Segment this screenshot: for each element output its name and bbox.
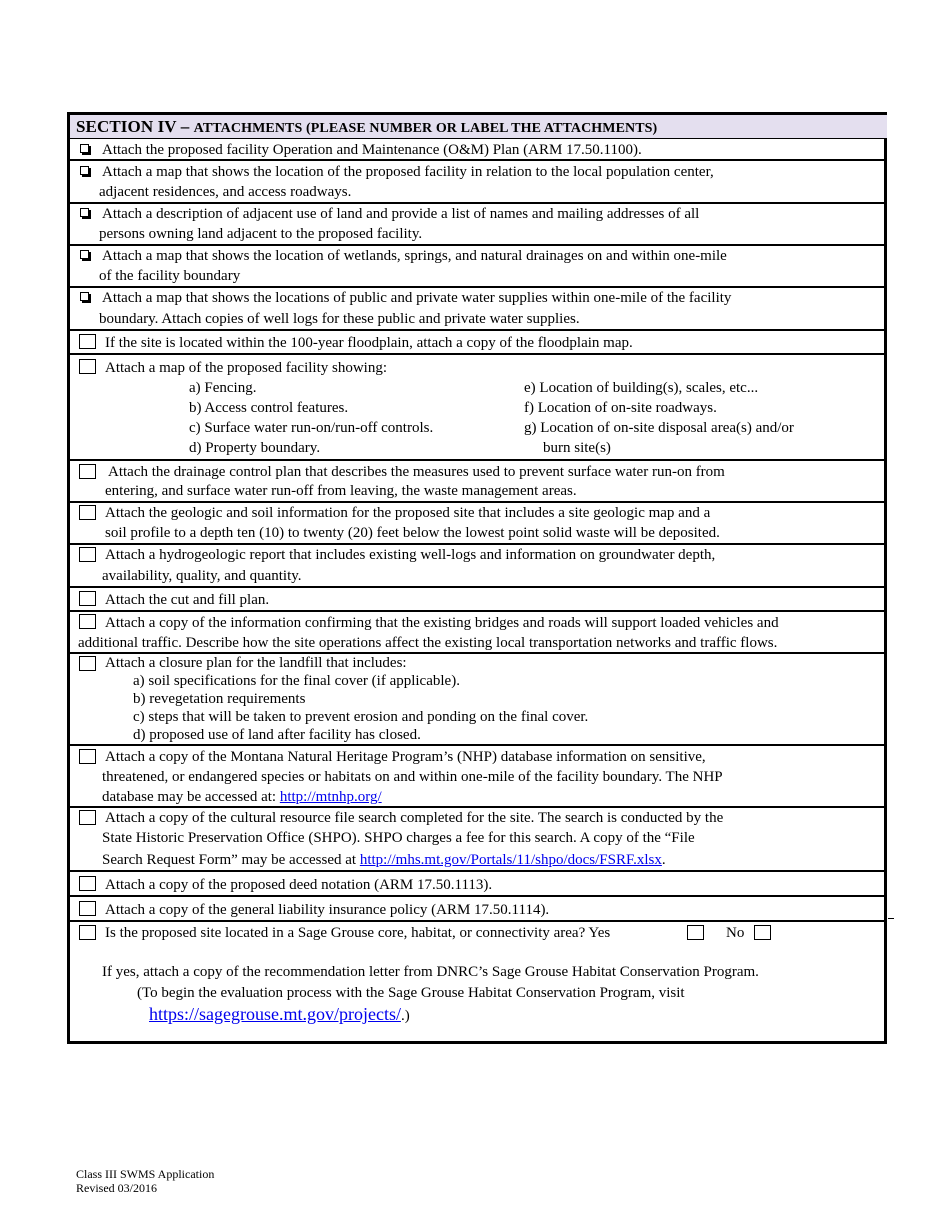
item-nhp-database-access: database may be accessed at: http://mtnhp.org/	[102, 789, 382, 805]
item-sage-grouse-letter: If yes, attach a copy of the recommendation letter from DNRC’s Sage Grouse Habitat Conservation Program.	[102, 964, 759, 980]
checkbox-adjacent-land[interactable]	[80, 208, 89, 217]
checkbox-cut-fill[interactable]	[79, 591, 96, 606]
item-sage-grouse-program: (To begin the evaluation process with the Sage Grouse Habitat Conservation Program, visit	[137, 985, 685, 1001]
row-divider	[70, 895, 887, 897]
item-closure-plan: Attach a closure plan for the landfill that includes:	[105, 655, 407, 671]
facility-map-access-control: b) Access control features.	[189, 400, 349, 416]
checkbox-population-map[interactable]	[80, 166, 89, 175]
facility-map-property-boundary: d) Property boundary.	[189, 440, 321, 456]
item-sage-grouse-visit: https://sagegrouse.mt.gov/projects/.)	[149, 1004, 410, 1024]
item-liability-insurance: Attach a copy of the general liability insurance policy (ARM 17.50.1114).	[105, 902, 550, 918]
facility-map-fencing: a) Fencing.	[189, 380, 257, 396]
item-geologic-info-cont: soil profile to a depth ten (10) to twenty (20) feet below the lowest point solid waste will be deposited.	[105, 525, 720, 541]
label-sage-grouse-no: No	[726, 925, 745, 941]
nhp-link[interactable]: http://mtnhp.org/	[279, 789, 382, 805]
facility-map-roadways: f) Location of on-site roadways.	[524, 400, 717, 416]
closure-land-use: d) proposed use of land after facility has closed.	[133, 727, 421, 743]
checkbox-drainage-plan[interactable]	[79, 464, 96, 479]
item-deed-notation: Attach a copy of the proposed deed notation (ARM 17.50.1113).	[105, 877, 493, 893]
item-cultural-resource: Attach a copy of the cultural resource file search completed for the site. The search is conducted by the	[105, 810, 724, 826]
footer-revision: Revised 03/2016	[76, 1181, 157, 1195]
section-title: SECTION IV – ATTACHMENTS (PLEASE NUMBER OR LABEL THE ATTACHMENTS)	[76, 117, 658, 136]
row-divider	[70, 138, 887, 139]
row-divider	[70, 870, 887, 872]
item-adjacent-land-cont: persons owning land adjacent to the proposed facility.	[99, 226, 423, 242]
item-hydrogeologic-report: Attach a hydrogeologic report that includes existing well-logs and information on groundwater depth,	[105, 547, 716, 563]
item-nhp-database: Attach a copy of the Montana Natural Heritage Program’s (NHP) database information on sensitive,	[105, 749, 706, 765]
item-cultural-resource-access: Search Request Form” may be accessed at http://mhs.mt.gov/Portals/11/shpo/docs/FSRF.xlsx.	[102, 852, 666, 868]
row-divider	[70, 744, 887, 746]
item-om-plan: Attach the proposed facility Operation and Maintenance (O&M) Plan (ARM 17.50.1100).	[102, 142, 642, 158]
item-population-map: Attach a map that shows the location of the proposed facility in relation to the local population center,	[102, 164, 714, 180]
item-geologic-info: Attach the geologic and soil information for the proposed site that includes a site geologic map and a	[105, 505, 711, 521]
row-divider	[70, 459, 887, 461]
sage-grouse-link[interactable]: https://sagegrouse.mt.gov/projects/	[149, 1004, 401, 1024]
checkbox-sage-grouse-no[interactable]	[754, 925, 771, 940]
shpo-form-link[interactable]: http://mhs.mt.gov/Portals/11/shpo/docs/FSRF.xlsx	[359, 852, 662, 868]
checkbox-closure-plan[interactable]	[79, 656, 96, 671]
row-divider	[70, 610, 887, 612]
row-divider	[70, 920, 887, 922]
row-divider	[70, 353, 887, 355]
item-drainage-plan: Attach the drainage control plan that describes the measures used to prevent surface water run-on from	[108, 464, 725, 480]
checkbox-bridges-roads[interactable]	[79, 614, 96, 629]
item-population-map-cont: adjacent residences, and access roadways.	[99, 184, 352, 200]
facility-map-buildings: e) Location of building(s), scales, etc...	[524, 380, 759, 396]
item-water-supply-map: Attach a map that shows the locations of public and private water supplies within one-mile of the facility	[102, 290, 732, 306]
facility-map-burn-site: burn site(s)	[543, 440, 611, 456]
footer-form-name: Class III SWMS Application	[76, 1167, 215, 1181]
closure-soil-specs: a) soil specifications for the final cover (if applicable).	[133, 673, 460, 689]
item-wetlands-map-cont: of the facility boundary	[99, 268, 241, 284]
item-floodplain: If the site is located within the 100-year floodplain, attach a copy of the floodplain map.	[105, 335, 633, 351]
checkbox-liability-insurance[interactable]	[79, 901, 96, 916]
item-drainage-plan-cont: entering, and surface water run-off from leaving, the waste management areas.	[105, 483, 577, 499]
closure-revegetation: b) revegetation requirements	[133, 691, 306, 707]
row-divider	[70, 586, 887, 588]
item-facility-map: Attach a map of the proposed facility showing:	[105, 360, 388, 376]
item-sage-grouse-question: Is the proposed site located in a Sage Grouse core, habitat, or connectivity area? Yes	[105, 925, 611, 941]
item-cultural-resource-cont: State Historic Preservation Office (SHPO). SHPO charges a fee for this search. A copy of the “File	[102, 830, 695, 846]
item-adjacent-land: Attach a description of adjacent use of land and provide a list of names and mailing addresses of all	[102, 206, 700, 222]
checkbox-cultural-resource[interactable]	[79, 810, 96, 825]
item-water-supply-map-cont: boundary. Attach copies of well logs for these public and private water supplies.	[99, 311, 580, 327]
item-bridges-roads-cont: additional traffic. Describe how the site operations affect the existing local transportation networks and traffic flows.	[78, 635, 778, 651]
checkbox-sage-grouse[interactable]	[79, 925, 96, 940]
item-cut-fill: Attach the cut and fill plan.	[105, 592, 270, 608]
checkbox-hydrogeologic-report[interactable]	[79, 547, 96, 562]
checkbox-sage-grouse-yes[interactable]	[687, 925, 704, 940]
item-bridges-roads: Attach a copy of the information confirming that the existing bridges and roads will support loaded vehicles and	[105, 615, 779, 631]
margin-mark	[888, 918, 894, 919]
closure-erosion: c) steps that will be taken to prevent erosion and ponding on the final cover.	[133, 709, 589, 725]
checkbox-deed-notation[interactable]	[79, 876, 96, 891]
checkbox-facility-map[interactable]	[79, 359, 96, 374]
row-divider	[70, 329, 887, 331]
checkbox-wetlands-map[interactable]	[80, 250, 89, 259]
facility-map-disposal-area: g) Location of on-site disposal area(s) and/or	[524, 420, 794, 436]
checkbox-om-plan[interactable]	[80, 144, 89, 153]
facility-map-surface-water: c) Surface water run-on/run-off controls.	[189, 420, 434, 436]
item-wetlands-map: Attach a map that shows the location of wetlands, springs, and natural drainages on and within one-mile	[102, 248, 727, 264]
item-hydrogeologic-report-cont: availability, quality, and quantity.	[102, 568, 302, 584]
checkbox-water-supply-map[interactable]	[80, 292, 89, 301]
item-nhp-database-cont: threatened, or endangered species or habitats on and within one-mile of the facility boundary. The NHP	[102, 769, 723, 785]
checkbox-nhp-database[interactable]	[79, 749, 96, 764]
checkbox-geologic-info[interactable]	[79, 505, 96, 520]
checkbox-floodplain[interactable]	[79, 334, 96, 349]
